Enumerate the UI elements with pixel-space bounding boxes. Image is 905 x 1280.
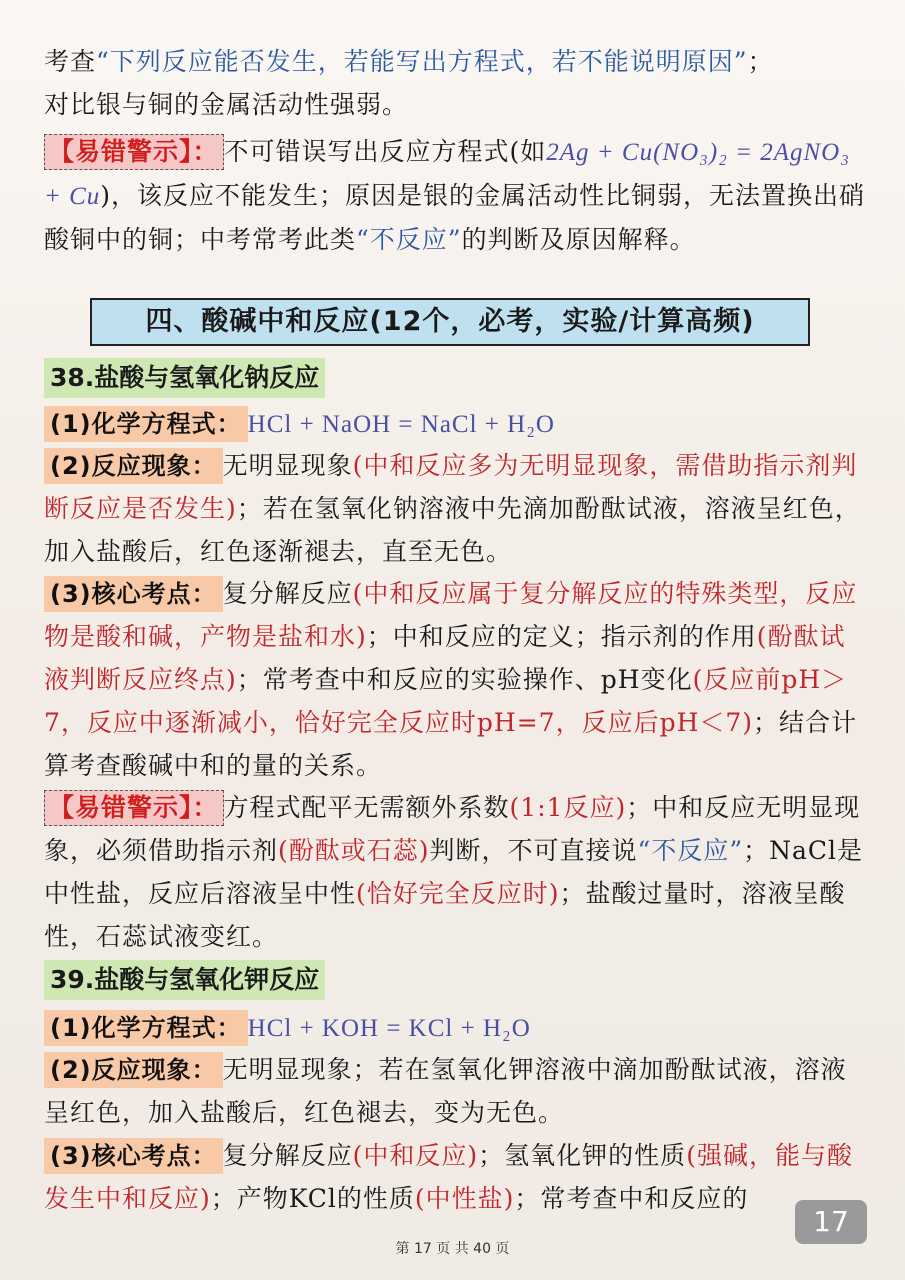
core-note: (强碱，能与酸发生中和反应)	[44, 1141, 853, 1213]
warning-note: (1:1反应)	[509, 793, 627, 822]
core-text: 复分解反应	[222, 1141, 353, 1170]
warning-note: (恰好完全反应时)	[356, 879, 560, 908]
warning-block-1	[44, 130, 866, 261]
core-text: ；常考查中和反应的实验操作、pH变化	[236, 665, 693, 694]
warning-label: 【易错警示】：	[44, 134, 224, 170]
core-note: (中性盐)	[414, 1184, 515, 1213]
equation: HCl + KOH = KCl + H₂O	[247, 1015, 531, 1042]
intro-punct: ；	[747, 47, 774, 76]
equation-label: (1)化学方程式：	[44, 406, 248, 442]
section-title: 四、酸碱中和反应(12个，必考，实验/计算高频)	[90, 298, 810, 346]
intro-quote: “下列反应能否发生，若能写出方程式，若不能说明原因”	[96, 47, 748, 76]
warning-text: 判断，不可直接说	[429, 836, 638, 865]
core-text: ；氢氧化钾的性质	[478, 1141, 687, 1170]
item-39-title: 39.盐酸与氢氧化钾反应	[44, 960, 325, 1000]
warning-note: (酚酞或石蕊)	[278, 836, 430, 865]
item-39-equation	[44, 1006, 866, 1050]
item-38-core	[44, 572, 866, 787]
item-38-phenomenon	[44, 444, 866, 573]
warning-text: 方程式配平无需额外系数	[223, 793, 510, 822]
wrong-equation: 2Ag + Cu(NO₃)₂ = 2AgNO₃ + Cu	[44, 139, 850, 210]
equation-label: (1)化学方程式：	[44, 1010, 248, 1046]
item-38-title: 38.盐酸与氢氧化钠反应	[44, 358, 325, 398]
core-text: ；产物KCl的性质	[210, 1184, 415, 1213]
core-note: (反应前pH＞7，反应中逐渐减小，恰好完全反应时pH=7，反应后pH＜7)	[44, 665, 848, 737]
warning-quote: “不反应”	[356, 225, 462, 254]
item-39-phenomenon	[44, 1048, 866, 1134]
phenomenon-note: (中和反应多为无明显现象，需借助指示剂判断反应是否发生)	[44, 451, 858, 523]
warning-text: ；NaCl是中性盐，反应后溶液呈中性	[44, 836, 864, 908]
warning-text: 的判断及原因解释。	[461, 225, 696, 254]
phenomenon-label: (2)反应现象：	[44, 448, 223, 484]
item-38-equation	[44, 402, 866, 446]
phenomenon-text: 无明显现象	[222, 451, 353, 480]
core-label: (3)核心考点：	[44, 1138, 223, 1174]
intro-text: 考查	[44, 47, 97, 76]
core-label: (3)核心考点：	[44, 576, 223, 612]
phenomenon-text: 无明显现象；若在氢氧化钾溶液中滴加酚酞试液，溶液呈红色，加入盐酸后，红色褪去，变为无色。	[44, 1055, 847, 1127]
intro-paragraph	[44, 40, 866, 126]
warning-text: )，该反应不能发生；原因是银的金属活动性比铜弱，无法置换出硝酸铜中的铜；中考常考此类	[44, 181, 866, 254]
core-note: (酚酞试液判断反应终点)	[44, 622, 846, 694]
warning-quote: “不反应”	[637, 836, 744, 865]
core-text: 复分解反应	[222, 579, 353, 608]
warning-label: 【易错警示】：	[44, 790, 224, 826]
item-39-core	[44, 1134, 866, 1220]
warning-text: ；中和反应无明显现象，必须借助指示剂	[44, 793, 861, 865]
warning-block-2	[44, 786, 866, 958]
intro-line2: 对比银与铜的金属活动性强弱。	[44, 90, 409, 119]
page-number-badge: 17	[795, 1200, 867, 1244]
phenomenon-text: ；若在氢氧化钠溶液中先滴加酚酞试液，溶液呈红色，加入盐酸后，红色逐渐褪去，直至无色。	[44, 494, 861, 566]
core-note: (中和反应属于复分解反应的特殊类型，反应物是酸和碱，产物是盐和水)	[44, 579, 858, 651]
warning-text: 不可错误写出反应方程式(如	[223, 137, 547, 166]
phenomenon-label: (2)反应现象：	[44, 1052, 223, 1088]
core-text: ；常考查中和反应的	[514, 1184, 749, 1213]
page-footer: 第 17 页 共 40 页	[395, 1241, 510, 1257]
warning-text: ；盐酸过量时，溶液呈酸性，石蕊试液变红。	[44, 879, 846, 951]
core-text: ；中和反应的定义；指示剂的作用	[366, 622, 757, 651]
equation: HCl + NaOH = NaCl + H₂O	[247, 411, 555, 438]
core-text: ；结合计算考查酸碱中和的量的关系。	[44, 708, 858, 780]
core-note: (中和反应)	[352, 1141, 479, 1170]
